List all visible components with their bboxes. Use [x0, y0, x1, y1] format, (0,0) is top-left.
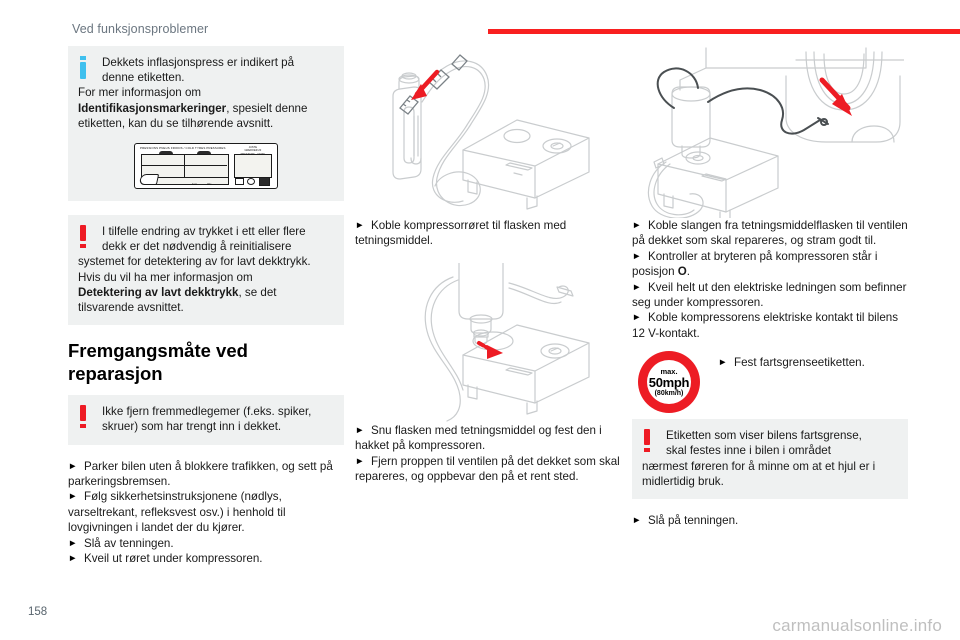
label-caption-right: JUSTE GREFFIER 20 — [244, 146, 262, 153]
warning-callout-line-2: dekk er det nødvendig å reinitialisere — [102, 240, 292, 254]
page-title: Ved funksjonsproblemer — [72, 22, 209, 36]
list-item: ► Kveil ut røret under kompressoren. — [68, 552, 263, 566]
bullet-arrow-icon: ► — [718, 357, 728, 369]
info-callout-line-4 — [78, 101, 334, 131]
figure-hose-to-tyre-valve — [632, 46, 908, 218]
list-item: ► Kveil helt ut den elektriske ledningen som befinner seg under kompressoren. — [632, 280, 907, 310]
info-callout-line-1: Dekkets inflasjonspress er indikert på — [102, 56, 295, 69]
bullet-arrow-icon: ► — [355, 424, 365, 436]
list-item: ► Følg sikkerhetsinstruksjonene (nødlys, varseltrekant, refleksvest osv.) i henhold til lovgivningen i landet der du kjører. — [68, 490, 286, 535]
bullet-arrow-icon: ► — [68, 460, 78, 472]
warning-callout-line-5 — [78, 285, 334, 315]
warning-callout-line-3: systemet for detektering av for lavt dekktrykk. — [78, 255, 311, 269]
list-item: ► Slå på tenningen. — [632, 514, 739, 528]
column-left — [68, 46, 344, 566]
compressor-hose-to-bottle-illustration — [367, 46, 619, 218]
page-header — [0, 0, 960, 36]
warning-callout-line-5-rest: , se det tilsvarende avsnittet. — [78, 285, 277, 315]
column-middle — [355, 46, 631, 484]
bullet-arrow-icon: ► — [68, 553, 78, 565]
label-units-kpa: kPa — [207, 183, 212, 187]
switch-position-value: O — [677, 265, 687, 279]
label-bottom-strip — [151, 177, 229, 185]
speed-limit-metric: (80km/h) — [654, 390, 684, 397]
bullet-arrow-icon: ► — [355, 220, 365, 231]
figure-compressor-hose-to-bottle — [355, 46, 631, 218]
bullet-arrow-icon: ► — [68, 537, 78, 549]
bullet-arrow-icon: ► — [632, 250, 642, 262]
bullet-arrow-icon: ► — [632, 220, 642, 231]
figure-bottle-into-compressor — [355, 263, 631, 423]
warning-icon — [642, 429, 656, 459]
tyre-valve-nozzle-icon — [139, 174, 159, 185]
tyre-pressure-label-figure — [134, 143, 278, 189]
bullet-arrow-icon: ► — [68, 491, 78, 503]
speed-limit-sign-icon — [638, 351, 700, 413]
warning-callout-bold-term: Detektering av lavt dekktrykk — [78, 285, 239, 299]
site-watermark: carmanualsonline.info — [772, 616, 942, 635]
warning-callout-line-1: I tilfelle endring av trykket i ett eller flere — [102, 225, 306, 239]
list-item: ► Koble slangen fra tetningsmiddelflasken til ventilen på dekket som skal repareres, og stram godt til. — [632, 219, 908, 248]
warning-icon — [78, 225, 92, 255]
label-symbol-1 — [235, 178, 244, 185]
list-item: ► Koble kompressorrøret til flasken med tetningsmiddel. — [355, 219, 567, 248]
red-assembly-arrow — [822, 80, 852, 116]
list-item: ► Koble kompressorens elektriske kontakt til bilens 12 V-kontakt. — [632, 311, 899, 340]
label-symbol-3 — [259, 177, 270, 186]
header-red-rule — [488, 29, 960, 34]
list-item: ► Fjern proppen til ventilen på det dekket som skal repareres, og oppbevar den på et rent sted. — [355, 454, 620, 484]
list-item: ► Kontroller at bryteren på kompressoren står i posisjon O. — [632, 249, 878, 279]
speed-limit-sticker-row — [632, 351, 908, 413]
list-item: ► Snu flasken med tetningsmiddel og fest den i hakket på kompressoren. — [355, 423, 602, 453]
content-columns — [0, 46, 960, 606]
warning-callout-line-4: Hvis du vil ha mer informasjon om — [78, 270, 253, 284]
info-callout-line-4-rest: , spesielt denne etiketten, kan du se tilhørende avsnitt. — [78, 101, 308, 130]
warning-callout-foreign-objects — [68, 395, 344, 444]
label-units-bars: bars — [192, 183, 198, 187]
info-callout-bold-term: Identifikasjonsmarkeringer — [78, 101, 227, 115]
bullet-arrow-icon: ► — [632, 281, 642, 293]
section-heading: Fremgangsmåte ved reparasjon — [68, 340, 248, 385]
bullet-arrow-icon: ► — [632, 312, 642, 324]
speed-limit-sign-inner — [647, 360, 691, 404]
info-callout — [68, 46, 344, 201]
warning-callout-speed-label — [632, 419, 908, 499]
bullet-arrow-icon: ► — [355, 455, 365, 467]
list-item: ► Slå av tenningen. — [68, 536, 174, 550]
info-icon — [78, 56, 92, 86]
red-assembly-arrow — [479, 343, 503, 359]
page-number: 158 — [28, 606, 48, 618]
speed-warning-line-3: nærmest føreren for å minne om at et hjul er i midlertidig bruk. — [642, 459, 876, 488]
label-symbol-2 — [247, 178, 255, 185]
warning2-line-2: skruer) som har trengt inn i dekket. — [102, 420, 282, 434]
warning-callout-pressure — [68, 215, 344, 325]
label-right-box — [234, 154, 272, 178]
speed-warning-line-1: Etiketten som viser bilens fartsgrense, — [666, 429, 862, 443]
speed-limit-bullet — [718, 355, 908, 370]
label-caption-left: PRESSIONS PNEUS FROIDS / COLD TYRES PRESSURES — [140, 146, 226, 151]
info-callout-line-3: For mer informasjon om — [78, 86, 202, 100]
info-callout-line-2: denne etiketten. — [102, 71, 185, 85]
warning2-line-1: Ikke fjern fremmedlegemer (f.eks. spiker, — [102, 405, 312, 419]
label-middle-rule — [141, 165, 227, 166]
speed-warning-line-2: skal festes inne i bilen i området — [666, 444, 831, 458]
hose-to-tyre-valve-illustration — [636, 46, 904, 218]
speed-limit-value: 50mph — [648, 375, 690, 390]
bullet-arrow-icon: ► — [632, 515, 642, 527]
bottle-inverted-into-compressor-illustration — [367, 263, 619, 423]
list-item: ► Parker bilen uten å blokkere trafikken, og sett på parkeringsbremsen. — [68, 459, 333, 489]
speed-limit-max-label: max. — [660, 366, 678, 376]
list-item: ► Fest fartsgrenseetiketten. — [718, 356, 865, 370]
warning-icon — [78, 405, 92, 435]
column-right — [632, 46, 908, 528]
